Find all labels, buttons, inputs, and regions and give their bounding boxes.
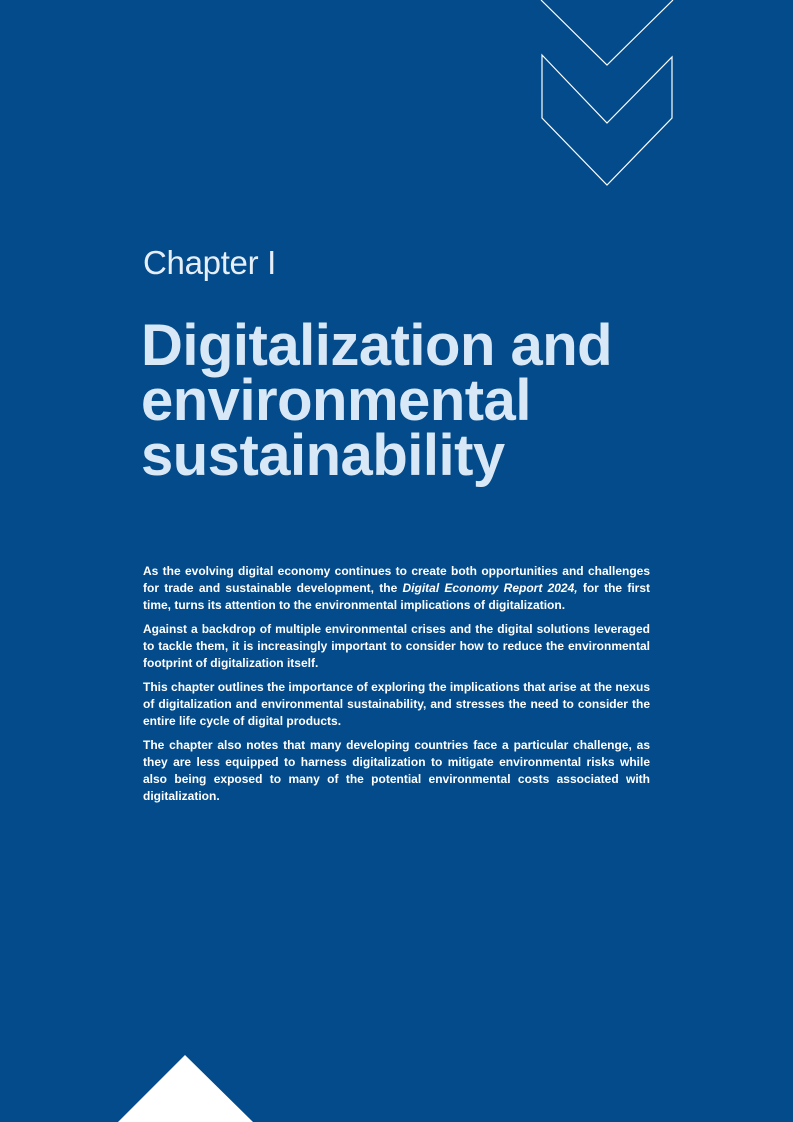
chapter-title-line: environmental xyxy=(141,368,531,433)
chapter-summary xyxy=(143,563,650,812)
chapter-title xyxy=(141,313,701,488)
summary-paragraph xyxy=(143,563,650,614)
chapter-title-line: Digitalization and xyxy=(141,313,613,378)
chapter-number-label: Chapter I xyxy=(143,244,277,281)
summary-paragraph: This chapter outlines the importance of exploring the implications that arise at the nexus of digitalization and environmental sustainability, and stresses the need to consider the entire life cycle of digital products. xyxy=(143,680,650,728)
lower-chevron-outline xyxy=(542,55,672,185)
summary-paragraph: The chapter also notes that many developing countries face a particular challenge, as they are less equipped to harness digitalization to mitigate environmental risks while also being exposed to many of the potential environmental costs associated with digitalization. xyxy=(143,738,650,803)
double-chevron-down-icon xyxy=(0,0,793,260)
summary-text: for the first time, turns its attention to the environmental implications of digitalization. xyxy=(143,581,650,612)
summary-paragraph: Against a backdrop of multiple environmental crises and the digital solutions leveraged to tackle them, it is increasingly important to consider how to reduce the environmental footprint of digitalization itself. xyxy=(143,622,650,670)
triangle-decoration-icon xyxy=(118,1055,253,1122)
report-title-emphasis: Digital Economy Report 2024, xyxy=(402,581,578,595)
chapter-title-line: sustainability xyxy=(141,423,505,488)
summary-text: As the evolving digital economy continues to create both opportunities and challenges for trade and sustainable development, the xyxy=(143,564,650,595)
upper-chevron-outline xyxy=(541,0,673,65)
